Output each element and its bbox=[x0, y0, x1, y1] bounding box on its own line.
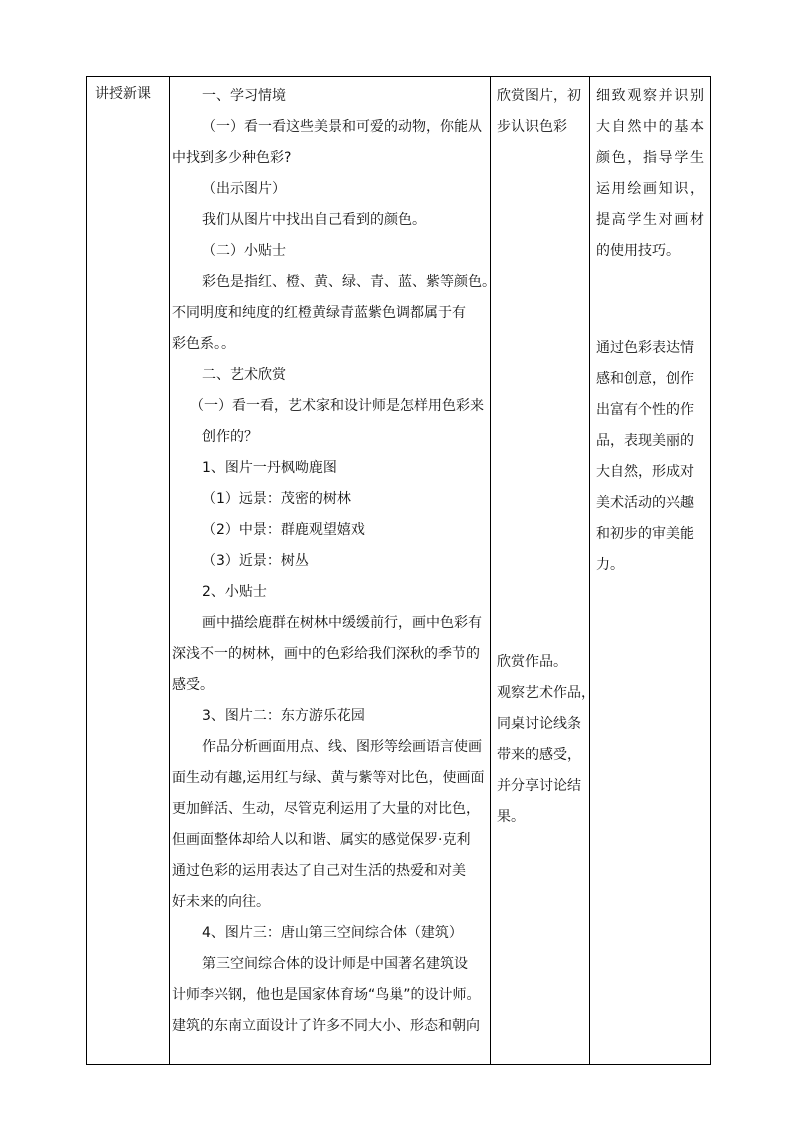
row-label: 讲授新课 bbox=[95, 86, 151, 102]
content-line: 二、艺术欣赏 bbox=[202, 367, 286, 383]
content-line: 创作的？ bbox=[202, 429, 258, 445]
row-label-cell bbox=[87, 77, 170, 1065]
content-line: 好未来的向往。 bbox=[172, 894, 270, 910]
activity-line: 果。 bbox=[497, 809, 525, 825]
content-line: 彩色是指红、橙、黄、绿、青、蓝、紫等颜色。 bbox=[202, 274, 496, 290]
content-line: 我们从图片中找出自己看到的颜色。 bbox=[202, 212, 426, 228]
content-line: 作品分析画面用点、线、图形等绘画语言使画 bbox=[202, 739, 482, 755]
content-line: 但画面整体却给人以和谐、属实的感觉保罗·克利 bbox=[172, 832, 471, 848]
content-line: 更加鲜活、生动，尽管克利运用了大量的对比色， bbox=[172, 801, 480, 817]
content-line: 1、图片一丹枫呦鹿图 bbox=[202, 460, 337, 476]
content-line: 感受。 bbox=[172, 677, 214, 693]
content-line: （3）近景：树丛 bbox=[202, 553, 309, 569]
activity-line: 带来的感受， bbox=[497, 747, 581, 763]
content-line: 一、学习情境 bbox=[202, 88, 286, 104]
content-line: （出示图片） bbox=[202, 181, 286, 197]
content-line: 深浅不一的树林，画中的色彩给我们深秋的季节的 bbox=[172, 646, 480, 662]
student-activity-1: 欣赏图片，初步认识色彩 bbox=[497, 88, 581, 135]
content-line: （1）远景：茂密的树林 bbox=[202, 491, 351, 507]
activity-line: 同桌讨论线条 bbox=[497, 716, 581, 732]
content-line: 建筑的东南立面设计了许多不同大小、形态和朝向 bbox=[172, 1018, 480, 1034]
content-line: （一）看一看，艺术家和设计师是怎样用色彩来 bbox=[190, 398, 484, 414]
design-intent-2: 通过色彩表达情感和创意，创作出富有个性的作品，表现美丽的大自然，形成对美术活动的兴趣和初步的审美能力。 bbox=[596, 340, 694, 573]
activity-line: 欣赏作品。 bbox=[497, 654, 567, 670]
content-line: 中找到多少种色彩? bbox=[172, 150, 292, 166]
content-line: 彩色系。。 bbox=[172, 336, 235, 352]
table-row bbox=[87, 77, 711, 1065]
content-line: （二）小贴士 bbox=[202, 243, 286, 259]
content-line: 通过色彩的运用表达了自己对生活的热爱和对美 bbox=[172, 863, 466, 879]
content-line: 3、图片二：东方游乐花园 bbox=[202, 708, 365, 724]
activity-line: 并分享讨论结 bbox=[497, 778, 581, 794]
content-line: （2）中景：群鹿观望嬉戏 bbox=[202, 522, 365, 538]
content-cell bbox=[170, 77, 496, 1065]
content-line: 画中描绘鹿群在树林中缓缓前行，画中色彩有 bbox=[202, 615, 482, 631]
content-line: 面生动有趣,运用红与绿、黄与紫等对比色，使画面 bbox=[172, 770, 485, 786]
activity-line: 观察艺术作品， bbox=[497, 685, 595, 701]
content-line: （一）看一看这些美景和可爱的动物，你能从 bbox=[202, 119, 482, 135]
design-intent-1: 细致观察并识别大自然中的基本颜色，指导学生运用绘画知识，提高学生对画材的使用技巧。 bbox=[596, 88, 704, 259]
design-intent-cell bbox=[590, 77, 711, 1065]
content-line: 第三空间综合体的设计师是中国著名建筑设 bbox=[202, 956, 468, 972]
student-activity-cell bbox=[491, 77, 595, 1065]
lesson-plan-table bbox=[86, 76, 711, 1065]
content-line: 计师李兴钢，他也是国家体育场“鸟巢”的设计师。 bbox=[172, 987, 481, 1003]
student-activity-2 bbox=[491, 643, 595, 833]
content-line: 2、小贴士 bbox=[202, 584, 267, 600]
content-line: 4、图片三：唐山第三空间综合体（建筑） bbox=[202, 925, 463, 941]
content-line: 不同明度和纯度的红橙黄绿青蓝紫色调都属于有 bbox=[172, 305, 466, 321]
